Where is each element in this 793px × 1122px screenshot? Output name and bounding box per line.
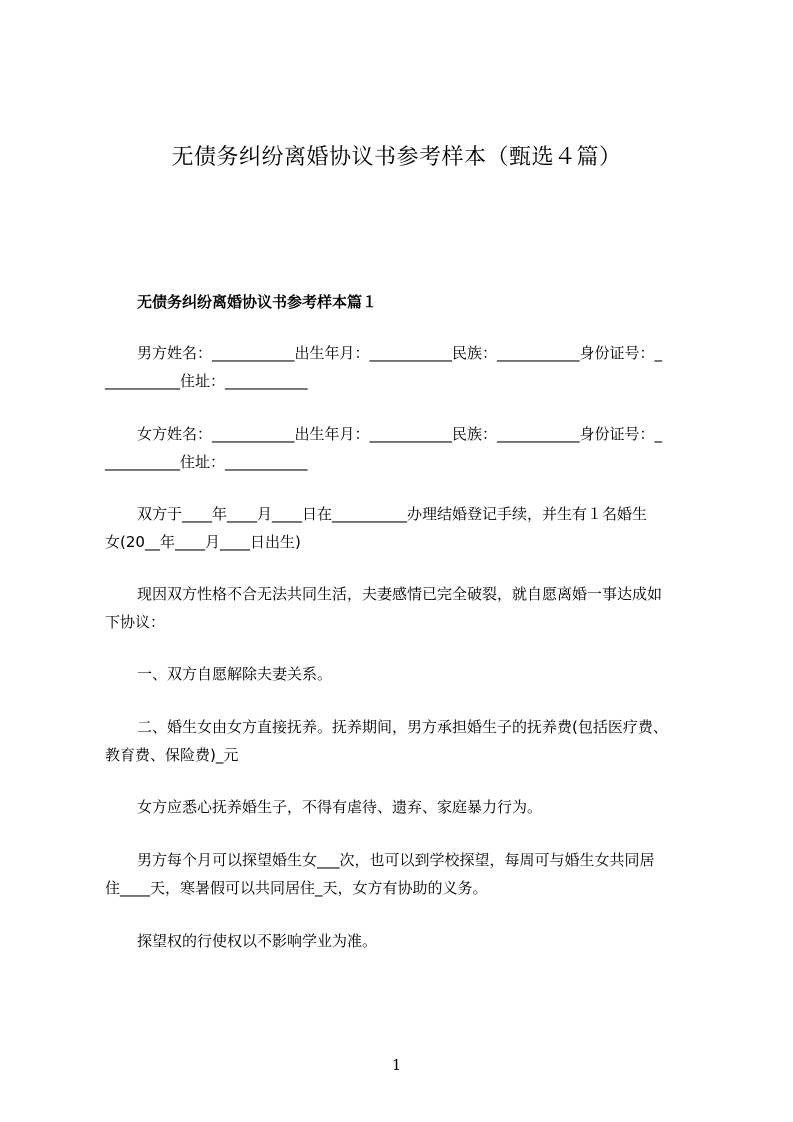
section-heading: 无债务纠纷离婚协议书参考样本篇１ bbox=[137, 293, 378, 311]
paragraph-line: 现因双方性格不合无法共同生活，夫妻感情已完全破裂，就自愿离婚一事达成如 bbox=[137, 585, 663, 603]
paragraph-visitation-limit bbox=[105, 927, 700, 955]
paragraph-line: 一、双方自愿解除夫妻关系。 bbox=[137, 665, 333, 683]
paragraph-line: 女(20__年____月____日出生) bbox=[105, 533, 301, 551]
paragraph-line: 二、婚生女由女方直接抚养。抚养期间，男方承担婚生子的抚养费(包括医疗费、 bbox=[137, 718, 668, 736]
paragraph-line: 教育费、保险费)_元 bbox=[105, 746, 239, 764]
paragraph-line: 女方姓名：___________出生年月：___________民族：___________身份证号：_ bbox=[137, 425, 663, 443]
paragraph-line: 住____天，寒暑假可以共同居住_天，女方有协助的义务。 bbox=[105, 879, 488, 897]
paragraph-line: 女方应悉心抚养婚生子，不得有虐待、遗弃、家庭暴力行为。 bbox=[137, 798, 543, 816]
paragraph-male-info bbox=[105, 339, 700, 395]
paragraph-line: 下协议： bbox=[105, 613, 166, 631]
paragraph-line: 男方每个月可以探望婚生女___次，也可以到学校探望，每周可与婚生女共同居 bbox=[137, 851, 655, 869]
paragraph-marriage-registration bbox=[105, 500, 700, 556]
paragraph-clause-2 bbox=[105, 713, 700, 769]
paragraph-line: 探望权的行使权以不影响学业为准。 bbox=[137, 932, 378, 950]
paragraph-clause-1 bbox=[105, 660, 700, 688]
paragraph-line: 双方于____年____月____日在__________办理结婚登记手续，并生有１名婚生 bbox=[137, 505, 648, 523]
paragraph-line: __________住址：___________ bbox=[105, 453, 308, 471]
paragraph-visitation bbox=[105, 846, 700, 902]
paragraph-line: 男方姓名：___________出生年月：___________民族：___________身份证号：_ bbox=[137, 344, 663, 362]
paragraph-line: __________住址：___________ bbox=[105, 372, 308, 390]
page-number: 1 bbox=[391, 1056, 402, 1074]
document-title: 无债务纠纷离婚协议书参考样本（甄选４篇） bbox=[171, 145, 622, 170]
paragraph-female-info bbox=[105, 420, 700, 476]
paragraph-care-duty bbox=[105, 793, 700, 821]
paragraph-divorce-reason bbox=[105, 580, 700, 636]
